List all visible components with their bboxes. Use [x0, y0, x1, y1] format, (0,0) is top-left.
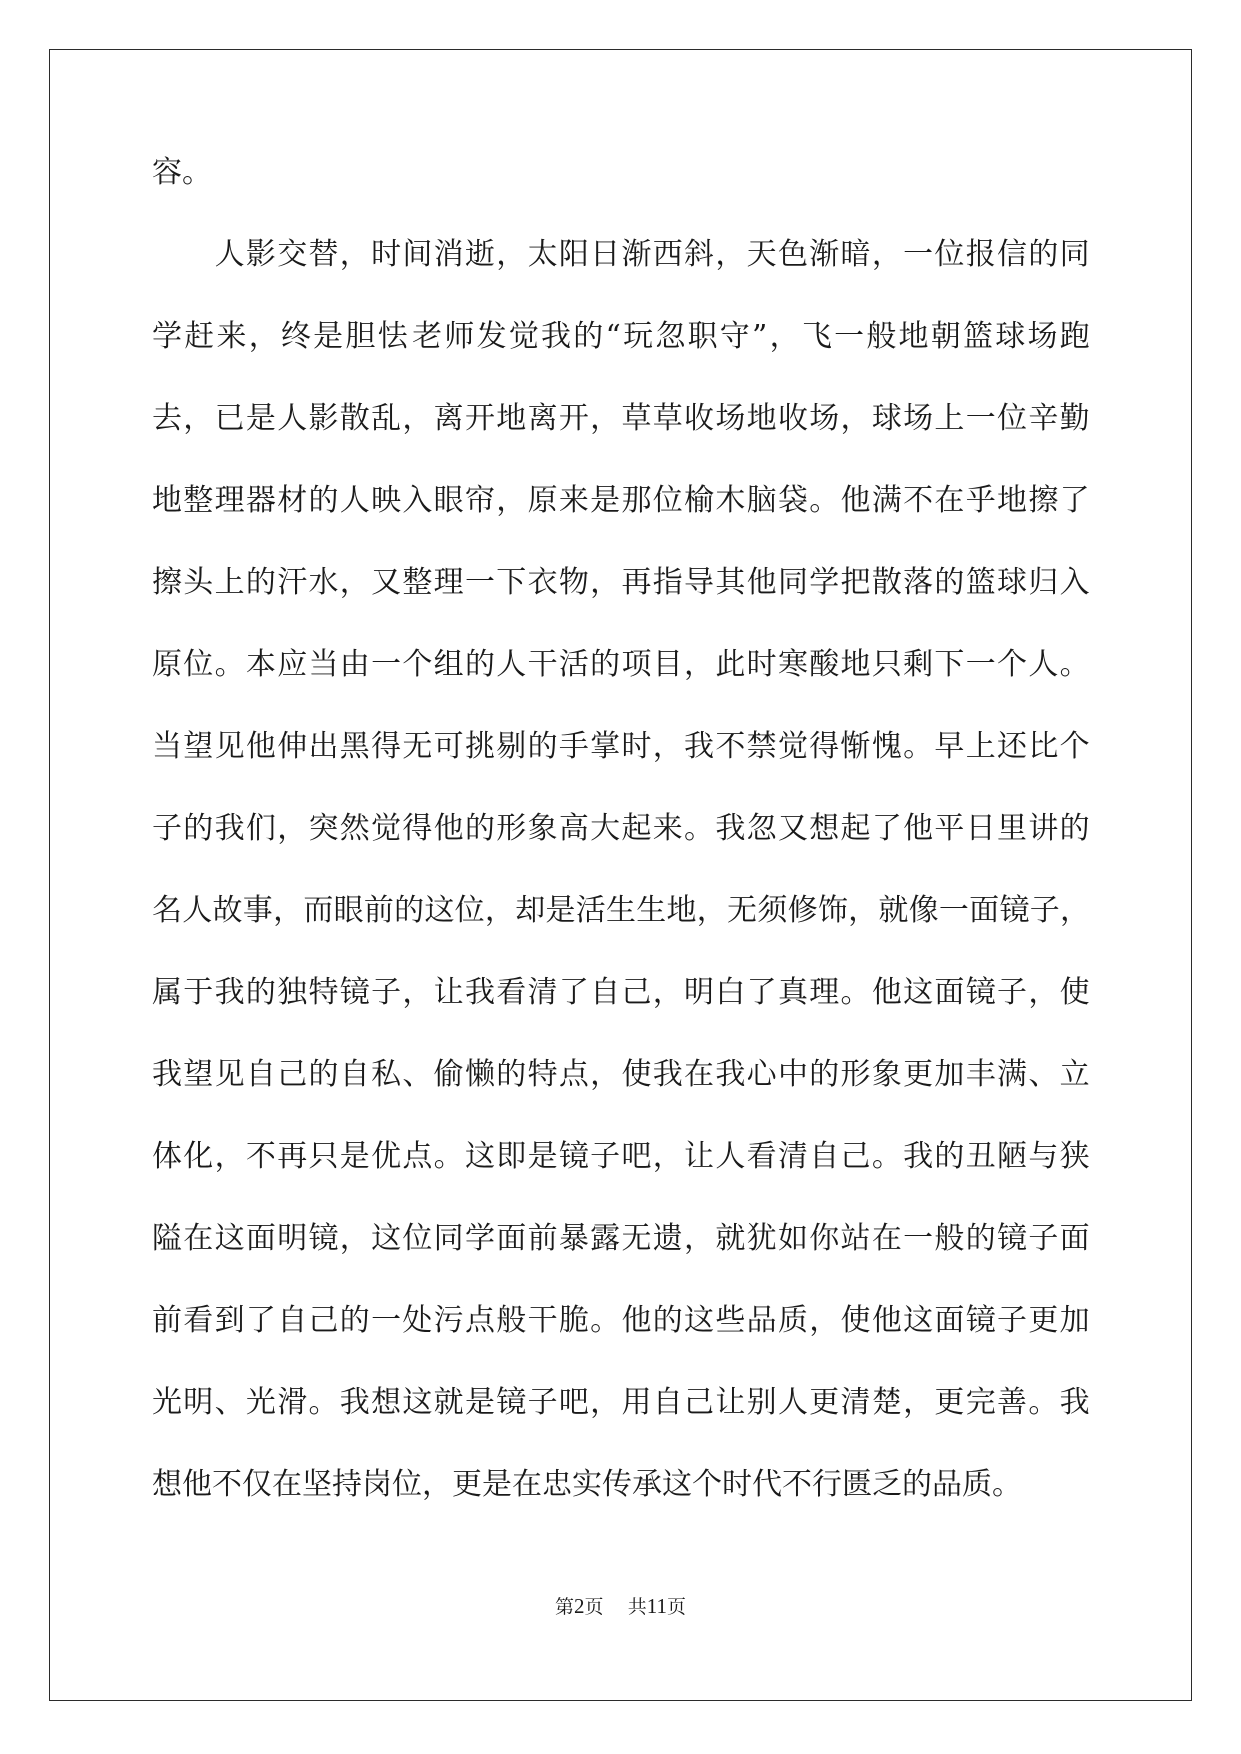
page-footer — [0, 1592, 1241, 1619]
text-line-13: 体 化 ， 不 再 只 是 优 点 。 这 即 是 镜 子 吧 ， 让 人 看 清 自 己 。 我 的 丑 陋 与 狭 — [152, 1139, 1090, 1174]
text-line-16: 光 明 、 光 滑 。 我 想 这 就 是 镜 子 吧 ， 用 自 己 让 别 人 更 清 楚 ， 更 完 善 。 我 — [152, 1385, 1090, 1420]
text-line-3: 学 赶 来 ， 终 是 胆 怯 老 师 发 觉 我 的 “ 玩 忽 职 守 ” ， 飞 一 般 地 朝 篮 球 场 跑 — [152, 319, 1090, 354]
text-line-10: 名 人 故 事 ， 而 眼 前 的 这 位 ， 却 是 活 生 生 地 ， 无 须 修 饰 ， 就 像 一 面 镜 子 ， — [152, 893, 1090, 928]
text-line-8: 当 望 见 他 伸 出 黑 得 无 可 挑 剔 的 手 掌 时 ， 我 不 禁 觉 得 惭 愧 。 早 上 还 比 个 — [152, 729, 1090, 764]
text-line-5: 地 整 理 器 材 的 人 映 入 眼 帘 ， 原 来 是 那 位 榆 木 脑 袋 。 他 满 不 在 乎 地 擦 了 — [152, 483, 1090, 518]
text-line-4: 去 ， 已 是 人 影 散 乱 ， 离 开 地 离 开 ， 草 草 收 场 地 收 场 ， 球 场 上 一 位 辛 勤 — [152, 401, 1090, 436]
text-line-7: 原 位 。 本 应 当 由 一 个 组 的 人 干 活 的 项 目 ， 此 时 寒 酸 地 只 剩 下 一 个 人 。 — [152, 647, 1090, 682]
text-line-17: 想他不仅在坚持岗位，更是在忠实传承这个时代不行匮乏的品质。 — [152, 1467, 1022, 1502]
text-line-11: 属 于 我 的 独 特 镜 子 ， 让 我 看 清 了 自 己 ， 明 白 了 真 理 。 他 这 面 镜 子 ， 使 — [152, 975, 1090, 1010]
text-line-2: 人 影 交 替 ， 时 间 消 逝 ， 太 阳 日 渐 西 斜 ， 天 色 渐 暗 ， 一 位 报 信 的 同 — [214, 237, 1090, 272]
footer-total-suffix: 页 — [666, 1596, 686, 1618]
text-line-6: 擦 头 上 的 汗 水 ， 又 整 理 一 下 衣 物 ， 再 指 导 其 他 同 学 把 散 落 的 篮 球 归 入 — [152, 565, 1090, 600]
text-line-1: 容。 — [152, 155, 212, 190]
total-pages-number: 11 — [646, 1594, 667, 1618]
text-line-9: 子 的 我 们 ， 突 然 觉 得 他 的 形 象 高 大 起 来 。 我 忽 又 想 起 了 他 平 日 里 讲 的 — [152, 811, 1090, 846]
footer-total-prefix: 共 — [627, 1596, 647, 1618]
text-line-14: 隘 在 这 面 明 镜 ， 这 位 同 学 面 前 暴 露 无 遗 ， 就 犹 如 你 站 在 一 般 的 镜 子 面 — [152, 1221, 1090, 1256]
current-page-number: 2 — [574, 1594, 585, 1618]
text-line-15: 前 看 到 了 自 己 的 一 处 污 点 般 干 脆 。 他 的 这 些 品 质 ， 使 他 这 面 镜 子 更 加 — [152, 1303, 1090, 1338]
document-body — [152, 155, 1090, 1552]
footer-page-suffix: 页 — [584, 1596, 604, 1618]
text-line-12: 我 望 见 自 己 的 自 私 、 偷 懒 的 特 点 ， 使 我 在 我 心 中 的 形 象 更 加 丰 满 、 立 — [152, 1057, 1090, 1092]
footer-prefix: 第 — [555, 1596, 575, 1618]
